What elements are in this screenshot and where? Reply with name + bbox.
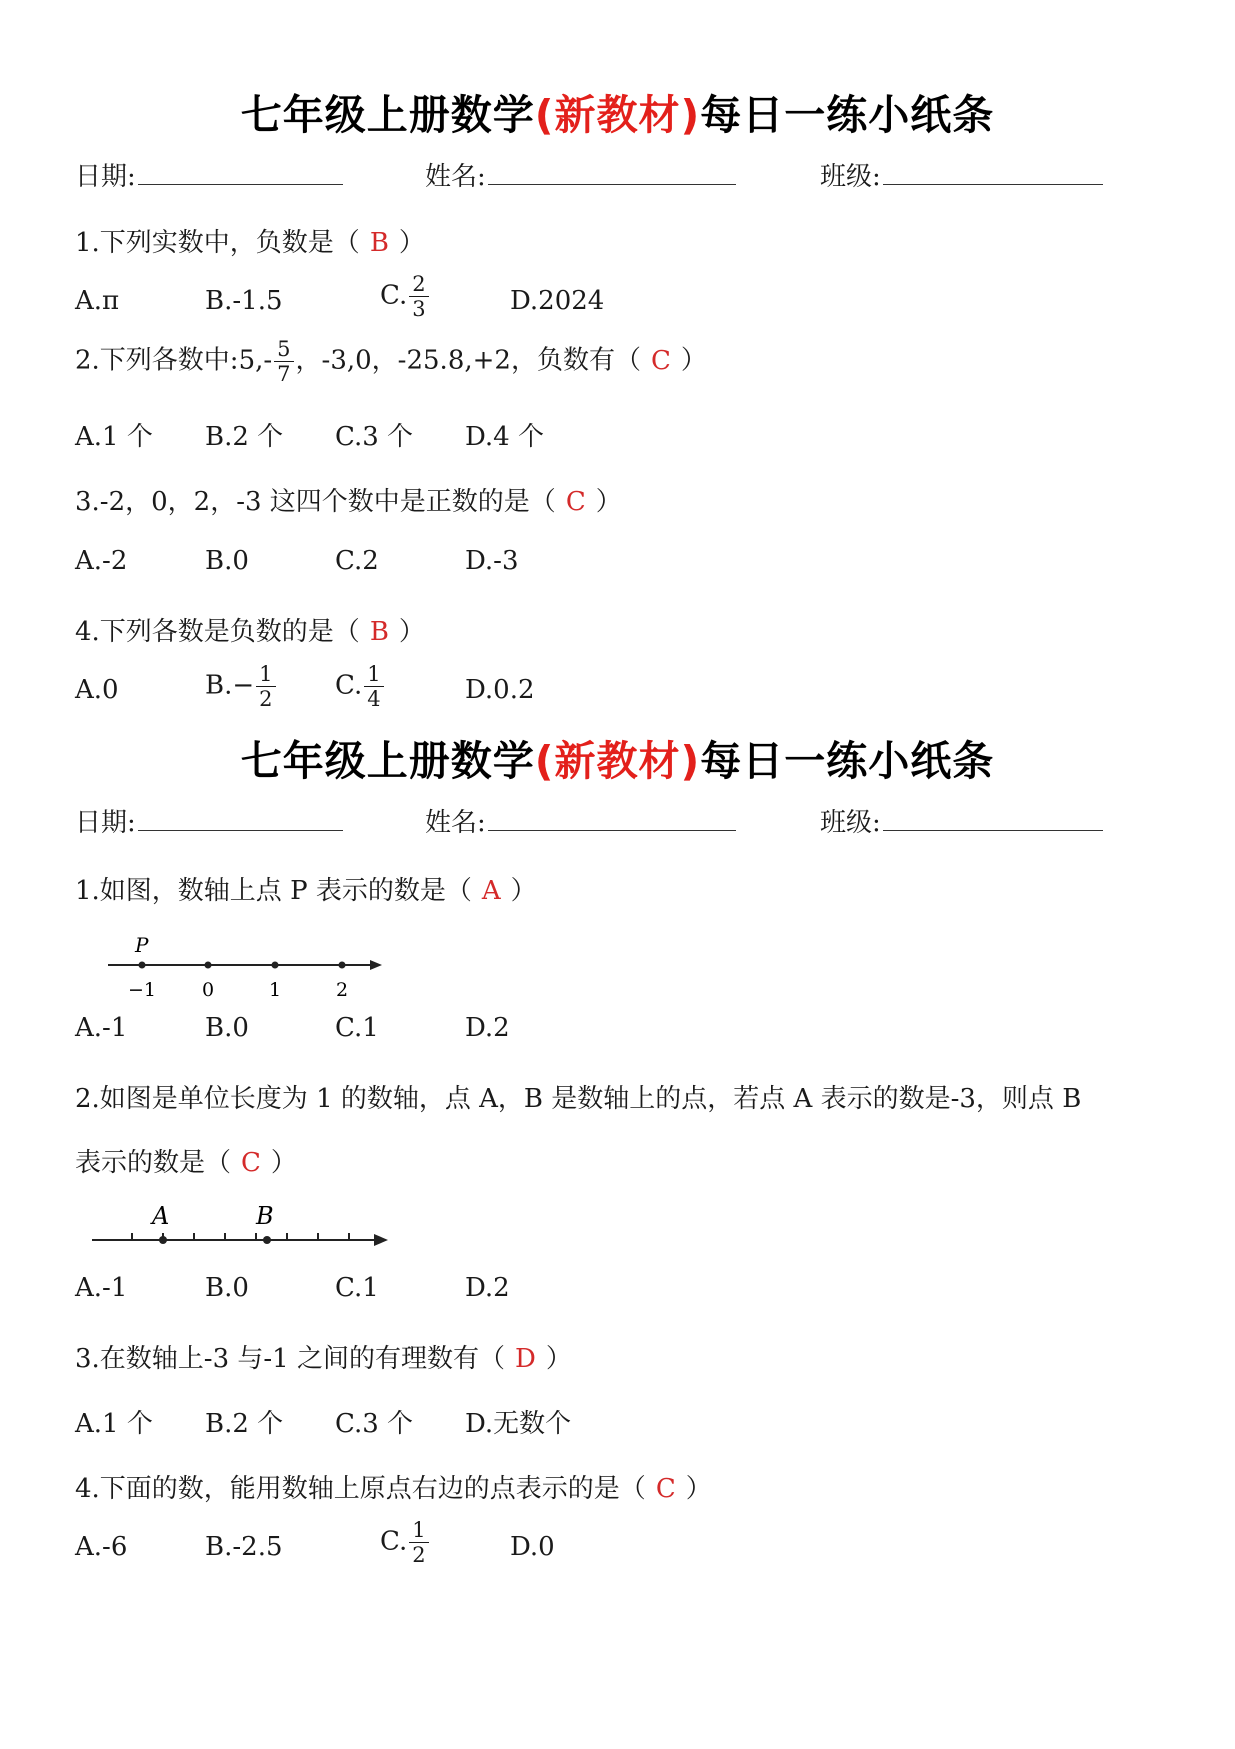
class-field[interactable] — [820, 802, 1103, 839]
option-c: C.1 — [335, 1273, 379, 1303]
name-label: 姓名: — [425, 162, 486, 192]
sheet-title: 七年级上册数学(新教材)每日一练小纸条 — [240, 737, 995, 785]
number-line-figure — [100, 932, 400, 1004]
number-line-figure — [88, 1198, 398, 1258]
answer-mark: C — [650, 345, 671, 376]
name-blank[interactable] — [488, 160, 736, 185]
option-c: C. $\frac{1}{2}$ — [380, 1518, 431, 1567]
option-c: C. $\frac{2}{3}$ — [380, 272, 431, 321]
fraction: $\frac{1}{2}$ — [409, 1518, 428, 1567]
option-d: D.2 — [465, 1273, 510, 1303]
class-label: 班级: — [820, 162, 881, 192]
option-b: B.2 个 — [205, 1409, 284, 1439]
question-stem: 3.-2，0，2，-3 这四个数中是正数的是（ C ） — [75, 487, 622, 517]
name-label: 姓名: — [425, 808, 486, 838]
point-b-dot — [263, 1236, 271, 1244]
answer-mark: B — [369, 228, 389, 258]
point-label-b: B — [256, 1202, 274, 1230]
option-d: D.无数个 — [465, 1409, 572, 1439]
option-c: C.1 — [335, 1013, 379, 1043]
tick-label: 2 — [336, 979, 349, 1001]
option-d: D.2024 — [510, 286, 605, 316]
option-b: B.-2.5 — [205, 1532, 283, 1562]
option-b: B.-1.5 — [205, 286, 283, 316]
tick-point — [139, 962, 146, 969]
fraction: $\frac{2}{3}$ — [409, 272, 428, 321]
option-c: C.2 — [335, 546, 379, 576]
sheet-title: 七年级上册数学(新教材)每日一练小纸条 — [240, 91, 995, 139]
option-b: B.0 — [205, 546, 249, 576]
option-a: A.-1 — [75, 1273, 128, 1303]
question-stem-continued: 表示的数是（ C ） — [75, 1148, 297, 1178]
date-field[interactable] — [75, 802, 343, 839]
question-stem: 1.下列实数中，负数是（ B ） — [75, 228, 425, 258]
question-stem: 2.下列各数中:5,- $\frac{5}{7}$ ，-3,0，-25.8,+2，负数有（ C ） — [75, 337, 707, 386]
fraction: $\frac{1}{4}$ — [364, 662, 383, 711]
point-a-dot — [159, 1236, 167, 1244]
question-stem: 4.下列各数是负数的是（ B ） — [75, 617, 425, 647]
option-a: A.-2 — [75, 546, 128, 576]
arrow-head-icon — [374, 1234, 388, 1246]
title-highlight: (新教材) — [534, 737, 701, 785]
option-c: C.3 个 — [335, 1409, 414, 1439]
class-blank[interactable] — [883, 806, 1103, 831]
option-d: D.0.2 — [465, 675, 535, 705]
date-blank[interactable] — [138, 806, 343, 831]
answer-mark: B — [369, 617, 389, 647]
question-stem: 4.下面的数，能用数轴上原点右边的点表示的是（ C ） — [75, 1474, 712, 1504]
question-stem: 1.如图，数轴上点 P 表示的数是（ A ） — [75, 876, 537, 906]
answer-mark: D — [515, 1344, 536, 1374]
fraction: $\frac{5}{7}$ — [274, 337, 293, 386]
option-c: C.3 个 — [335, 422, 414, 452]
date-label: 日期: — [75, 808, 136, 838]
question-stem: 2.如图是单位长度为 1 的数轴，点 A，B 是数轴上的点，若点 A 表示的数是-3，则点 B — [75, 1084, 1082, 1114]
class-label: 班级: — [820, 808, 881, 838]
point-label-p: P — [135, 933, 149, 957]
answer-mark: A — [481, 876, 501, 906]
date-blank[interactable] — [138, 160, 343, 185]
option-c: C. $\frac{1}{4}$ — [335, 662, 386, 711]
point-label-a: A — [152, 1202, 170, 1230]
name-field[interactable] — [425, 156, 736, 193]
option-a: A.-6 — [75, 1532, 128, 1562]
name-field[interactable] — [425, 802, 736, 839]
question-stem: 3.在数轴上-3 与-1 之间的有理数有（ D ） — [75, 1344, 572, 1374]
option-d: D.-3 — [465, 546, 519, 576]
option-a: A.π — [75, 286, 120, 316]
fraction: $\frac{1}{2}$ — [256, 662, 275, 711]
class-blank[interactable] — [883, 160, 1103, 185]
option-d: D.2 — [465, 1013, 510, 1043]
title-highlight: (新教材) — [534, 91, 701, 139]
option-d: D.0 — [510, 1532, 555, 1562]
option-d: D.4 个 — [465, 422, 544, 452]
option-b: B.0 — [205, 1013, 249, 1043]
tick-point — [272, 962, 279, 969]
tick-label: 1 — [269, 979, 282, 1001]
tick-point — [205, 962, 212, 969]
tick-label: −1 — [128, 979, 157, 1001]
name-blank[interactable] — [488, 806, 736, 831]
answer-mark: C — [241, 1148, 261, 1178]
arrow-head-icon — [370, 960, 382, 970]
date-field[interactable] — [75, 156, 343, 193]
option-a: A.1 个 — [75, 422, 153, 452]
tick-point — [339, 962, 346, 969]
class-field[interactable] — [820, 156, 1103, 193]
option-b: B.2 个 — [205, 422, 284, 452]
answer-mark: C — [655, 1474, 676, 1504]
option-b: B.0 — [205, 1273, 249, 1303]
option-b: B.− $\frac{1}{2}$ — [205, 662, 278, 711]
option-a: A.0 — [75, 675, 119, 705]
tick-label: 0 — [202, 979, 215, 1001]
answer-mark: C — [565, 487, 586, 517]
date-label: 日期: — [75, 162, 136, 192]
option-a: A.1 个 — [75, 1409, 153, 1439]
option-a: A.-1 — [75, 1013, 128, 1043]
